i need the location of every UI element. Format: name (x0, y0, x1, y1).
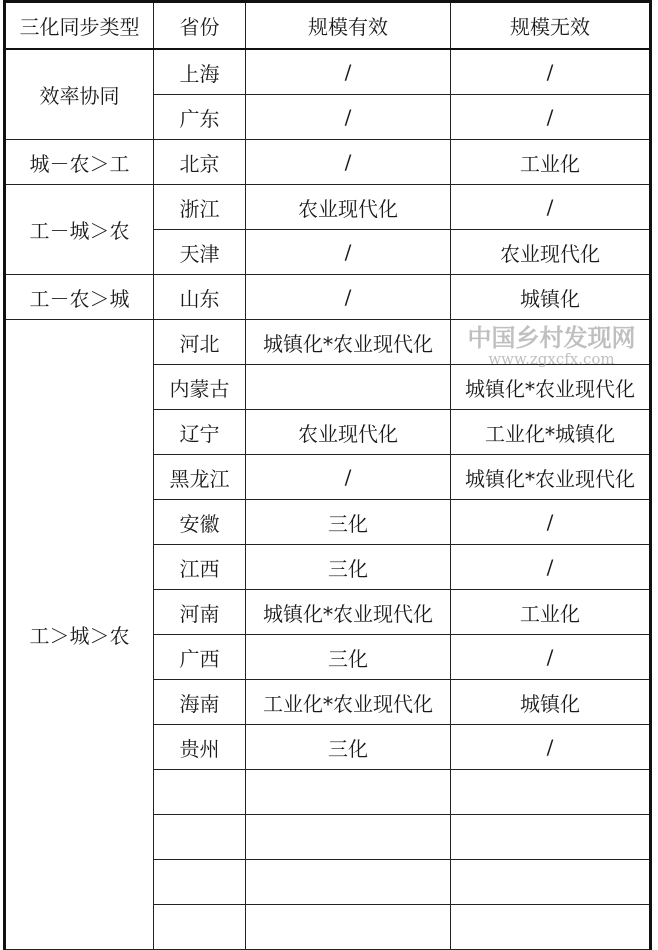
scale-ineffective-cell: 城镇化 (451, 275, 651, 320)
scale-ineffective-cell: / (451, 725, 651, 770)
scale-ineffective-cell: / (451, 95, 651, 140)
scale-effective-cell: 城镇化*农业现代化 (246, 320, 451, 365)
scale-ineffective-cell: 城镇化*农业现代化 (451, 455, 651, 500)
efficiency-table (3, 0, 652, 950)
header-province: 省份 (154, 2, 246, 50)
province-cell: 广东 (154, 95, 246, 140)
scale-effective-cell: 农业现代化 (246, 185, 451, 230)
empty-cell (154, 905, 246, 950)
table-row (5, 185, 651, 230)
scale-effective-cell: / (246, 49, 451, 95)
scale-effective-cell: 农业现代化 (246, 410, 451, 455)
province-cell: 黑龙江 (154, 455, 246, 500)
scale-effective-cell: / (246, 230, 451, 275)
empty-cell (246, 905, 451, 950)
scale-effective-cell (246, 365, 451, 410)
watermark-title: 中国乡村发现网 (467, 325, 636, 352)
province-cell: 广西 (154, 635, 246, 680)
province-cell: 北京 (154, 140, 246, 185)
empty-cell (451, 815, 651, 860)
province-cell: 上海 (154, 49, 246, 95)
province-cell: 安徽 (154, 500, 246, 545)
empty-cell (451, 905, 651, 950)
scale-ineffective-cell: / (451, 545, 651, 590)
province-cell: 天津 (154, 230, 246, 275)
scale-effective-cell: 三化 (246, 545, 451, 590)
sync-type-cell: 城－农＞工 (5, 140, 154, 185)
scale-effective-cell: 工业化*农业现代化 (246, 680, 451, 725)
scale-ineffective-cell: 工业化 (451, 590, 651, 635)
watermark-url: www.zgxcfx.com (488, 350, 615, 367)
scale-ineffective-cell: 工业化 (451, 140, 651, 185)
header-row (5, 2, 651, 50)
province-cell: 海南 (154, 680, 246, 725)
scale-effective-cell: / (246, 95, 451, 140)
sync-type-cell: 工－农＞城 (5, 275, 154, 320)
table-row (5, 320, 651, 365)
scale-effective-cell: / (246, 275, 451, 320)
province-cell: 浙江 (154, 185, 246, 230)
province-cell: 山东 (154, 275, 246, 320)
province-cell: 河北 (154, 320, 246, 365)
scale-ineffective-cell: / (451, 635, 651, 680)
sync-type-cell: 工－城＞农 (5, 185, 154, 275)
empty-cell (246, 860, 451, 905)
scale-effective-cell: 三化 (246, 635, 451, 680)
table-row (5, 49, 651, 95)
scale-ineffective-cell: 农业现代化 (451, 230, 651, 275)
scale-ineffective-cell: 城镇化 (451, 680, 651, 725)
header-scale-ineffective: 规模无效 (451, 2, 651, 50)
scale-ineffective-cell: / (451, 49, 651, 95)
table-row (5, 275, 651, 320)
scale-ineffective-cell: 城镇化*农业现代化 (451, 365, 651, 410)
scale-effective-cell: 三化 (246, 500, 451, 545)
empty-cell (154, 815, 246, 860)
province-cell: 贵州 (154, 725, 246, 770)
table-row (5, 140, 651, 185)
empty-cell (451, 860, 651, 905)
scale-effective-cell: 三化 (246, 725, 451, 770)
header-scale-effective: 规模有效 (246, 2, 451, 50)
empty-cell (246, 770, 451, 815)
scale-ineffective-cell (451, 320, 651, 365)
province-cell: 河南 (154, 590, 246, 635)
sync-type-cell: 工＞城＞农 (5, 320, 154, 950)
scale-effective-cell: / (246, 140, 451, 185)
scale-effective-cell: / (246, 455, 451, 500)
province-cell: 江西 (154, 545, 246, 590)
scale-ineffective-cell: / (451, 185, 651, 230)
scale-ineffective-cell: / (451, 500, 651, 545)
empty-cell (154, 860, 246, 905)
empty-cell (451, 770, 651, 815)
empty-cell (154, 770, 246, 815)
sync-type-cell: 效率协同 (5, 49, 154, 140)
scale-ineffective-cell: 工业化*城镇化 (451, 410, 651, 455)
empty-cell (246, 815, 451, 860)
header-type: 三化同步类型 (5, 2, 154, 50)
province-cell: 内蒙古 (154, 365, 246, 410)
province-cell: 辽宁 (154, 410, 246, 455)
scale-effective-cell: 城镇化*农业现代化 (246, 590, 451, 635)
